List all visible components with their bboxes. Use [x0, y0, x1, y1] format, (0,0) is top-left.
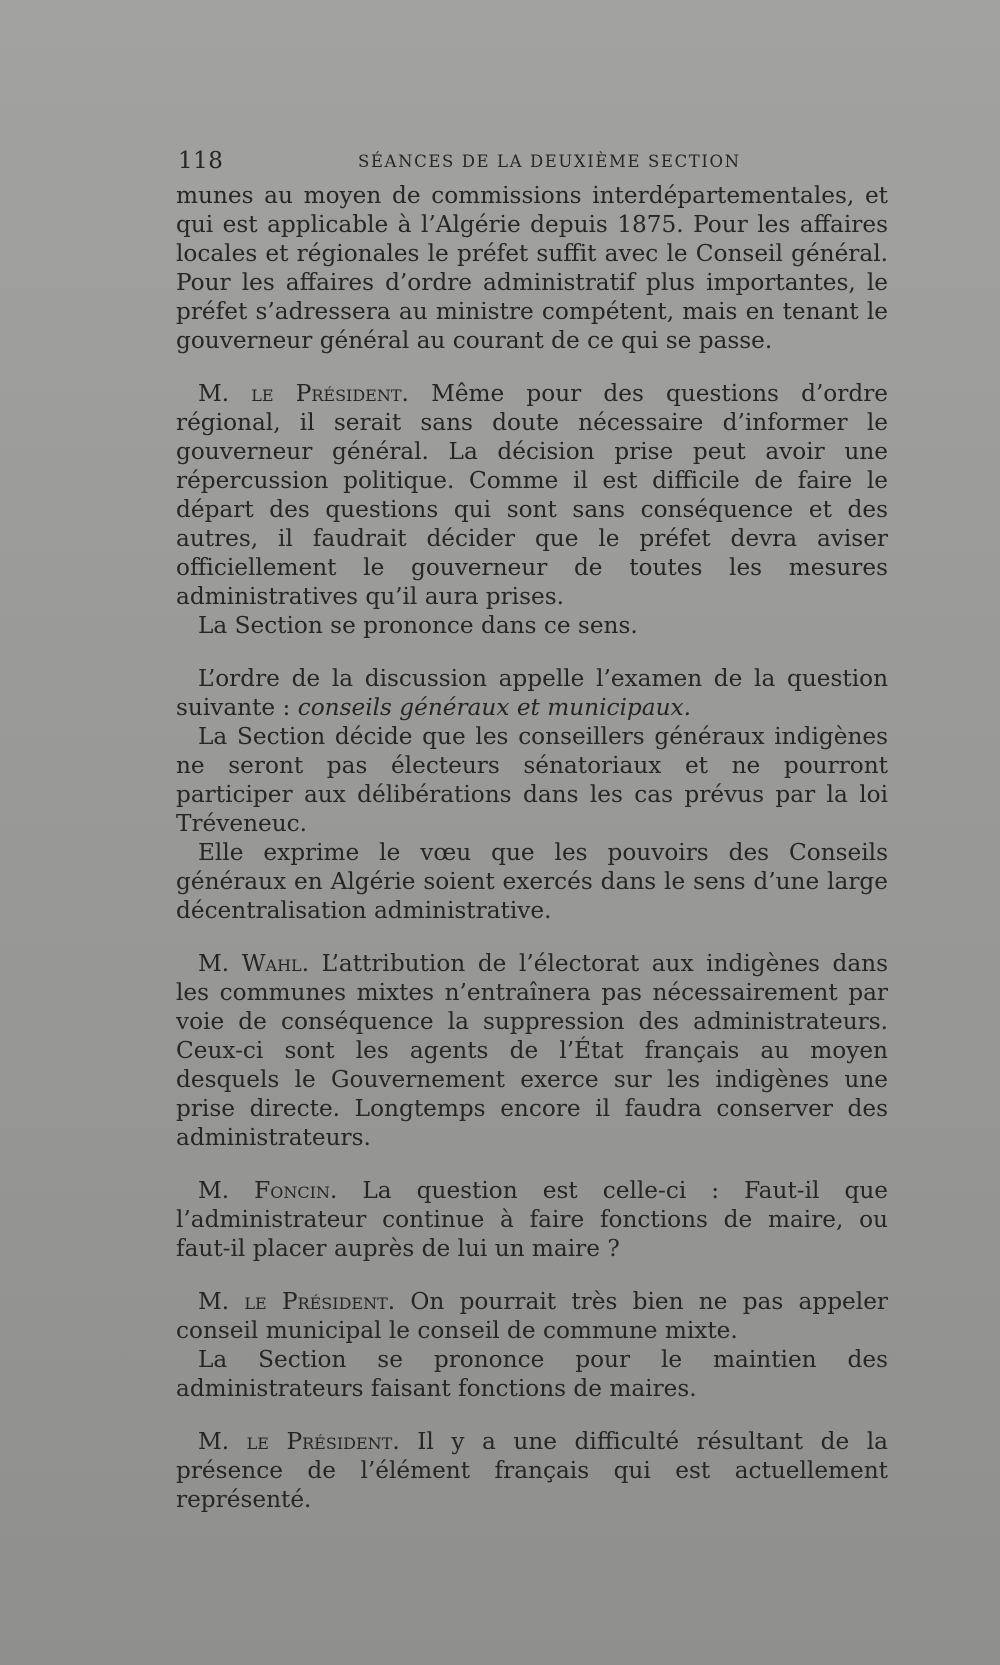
paragraph-8 — [176, 1176, 888, 1263]
paragraph-text: Elle exprime le vœu que les pouvoirs des Conseils généraux en Algérie soient exercés dans le sens d’une large décentralisation administrative. — [176, 839, 888, 924]
paragraph-text: . Même pour des questions d’ordre régional, il serait sans doute nécessaire d’informer le gouverneur général. La décision prise peut avoir une répercussion politique. Comme il est difficile de faire le départ des questions qui sont sans conséquence et des autres, il faudrait décider que le préfet devra aviser officiellement le gouverneur de toutes les mesures administratives qu’il aura prises. — [176, 380, 889, 610]
speaker-name: Foncin — [254, 1177, 330, 1204]
speaker-prefix: M. — [198, 380, 252, 407]
speaker-name: le Président — [244, 1288, 388, 1315]
paragraph-text: . L’attribution de l’électorat aux indigènes dans les communes mixtes n’entraînera pas nécessairement par voie de conséquence la suppression des administrateurs. Ceux-ci sont les agents de l’État français au moyen desquels le Gouvernement exerce sur les indigènes une prise directe. Longtemps encore il faudra conserver des administrateurs. — [176, 950, 889, 1151]
paragraph-text: . Il y a une difficulté résultant de la présence de l’élément français qui est actuellement représenté. — [176, 1428, 888, 1513]
paragraph-text: La Section décide que les conseillers généraux indigènes ne seront pas électeurs sénatoriaux et ne pourront participer aux délibérations dans les cas prévus par la loi Tréveneuc. — [176, 723, 888, 837]
speaker-prefix: M. — [198, 1177, 255, 1204]
paragraph-text: L’ordre de la discussion appelle l’examen de la question suivante : — [176, 665, 888, 721]
running-head: SÉANCES DE LA DEUXIÈME SECTION — [358, 152, 741, 171]
body-text — [176, 181, 888, 1514]
paragraph-text: . La question est celle-ci : Faut-il que l’administrateur continue à faire fonctions de maire, ou faut-il placer auprès de lui un maire ? — [176, 1177, 888, 1262]
paragraph-3 — [176, 611, 888, 640]
speaker-name: Wahl — [241, 950, 302, 977]
paragraph-4 — [176, 664, 888, 722]
paragraph-7 — [176, 949, 888, 1152]
paragraph-9 — [176, 1287, 888, 1345]
speaker-prefix: M. — [198, 1288, 245, 1315]
paragraph-text: . On pourrait très bien ne pas appeler conseil municipal le conseil de commune mixte. — [176, 1288, 888, 1344]
paragraph-6 — [176, 838, 888, 925]
page-number: 118 — [178, 148, 224, 174]
paragraph-1 — [176, 181, 888, 355]
paragraph-5 — [176, 722, 888, 838]
italic-topic: conseils généraux et municipaux. — [297, 694, 691, 721]
speaker-name: le Président — [251, 380, 402, 407]
speaker-prefix: M. — [198, 950, 242, 977]
paragraph-10 — [176, 1345, 888, 1403]
paragraph-text: munes au moyen de commissions interdépartementales, et qui est applicable à l’Algérie depuis 1875. Pour les affaires locales et régionales le préfet suffit avec le Conseil général. Pour les affaires d’ordre administratif plus importantes, le préfet s’adressera au ministre compétent, mais en tenant le gouverneur général au courant de ce qui se passe. — [176, 182, 888, 354]
paragraph-2 — [176, 379, 888, 611]
page-header — [178, 148, 881, 178]
paragraph-text: La Section se prononce dans ce sens. — [198, 612, 638, 639]
paragraph-11 — [176, 1427, 888, 1514]
paragraph-text: La Section se prononce pour le maintien des administrateurs faisant fonctions de maires. — [176, 1346, 888, 1402]
speaker-name: le Président — [246, 1428, 393, 1455]
speaker-prefix: M. — [198, 1428, 247, 1455]
